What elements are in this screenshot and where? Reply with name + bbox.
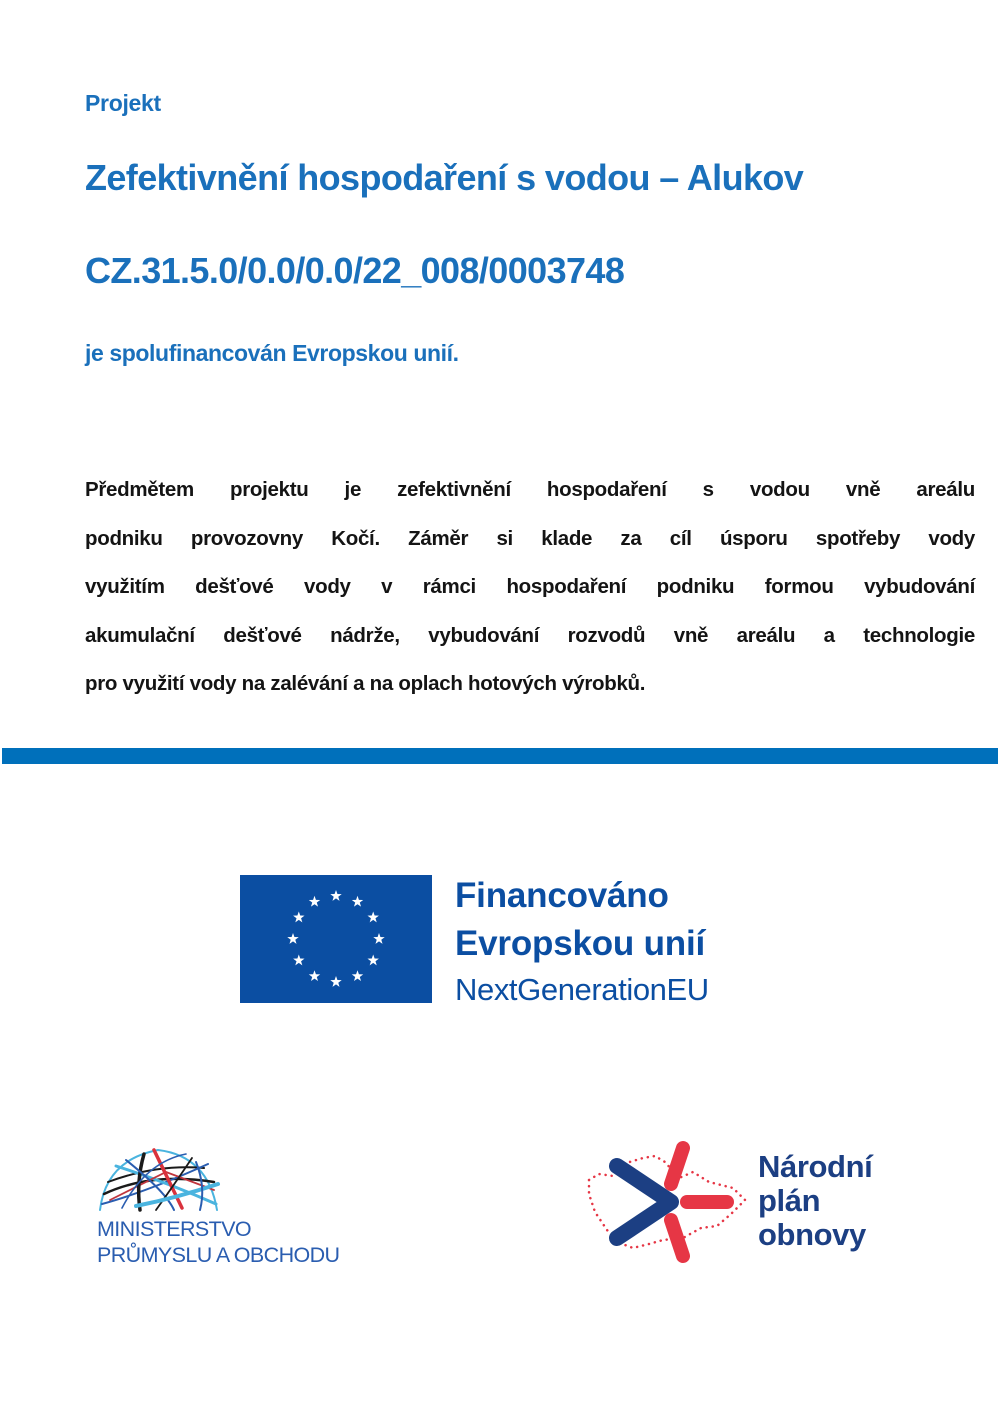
description-line: Předmětem projektu je zefektivnění hospodaření s vodou vně areálu [85,478,975,501]
ministry-name [97,1216,339,1268]
description-line: pro využití vody na zalévání a na oplach hotových výrobků. [85,672,646,695]
project-label: Projekt [85,90,161,116]
npo-line-2: plán [758,1183,821,1218]
npo-star-map-icon [583,1138,753,1278]
ministry-line-2: PRŮMYSLU A OBCHODU [97,1243,340,1267]
section-divider [2,748,998,764]
globe-mesh-icon [96,1142,221,1217]
registration-code: CZ.31.5.0/0.0/0.0/22_008/0003748 [85,250,625,291]
project-title: Zefektivnění hospodaření s vodou – Alukov [85,157,804,198]
eu-line-union: Evropskou unií [455,924,706,963]
eu-line-financed: Financováno [455,876,669,915]
cofinanced-note: je spolufinancován Evropskou unií. [85,340,459,366]
npo-line-1: Národní [758,1149,873,1184]
description-line: podniku provozovny Kočí. Záměr si klade za cíl úsporu spotřeby vody [85,526,975,550]
npo-name [758,1150,872,1252]
eu-line-nextgen: NextGenerationEU [455,972,709,1007]
eu-flag-icon [240,875,432,1003]
eu-funding-text [455,872,709,1012]
ministry-line-1: MINISTERSTVO [97,1217,252,1241]
project-description [85,466,975,709]
npo-line-3: obnovy [758,1217,866,1252]
description-line: akumulační dešťové nádrže, vybudování rozvodů vně areálu a technologie [85,623,975,647]
description-line: využitím dešťové vody v rámci hospodaření podniku formou vybudování [85,575,975,598]
